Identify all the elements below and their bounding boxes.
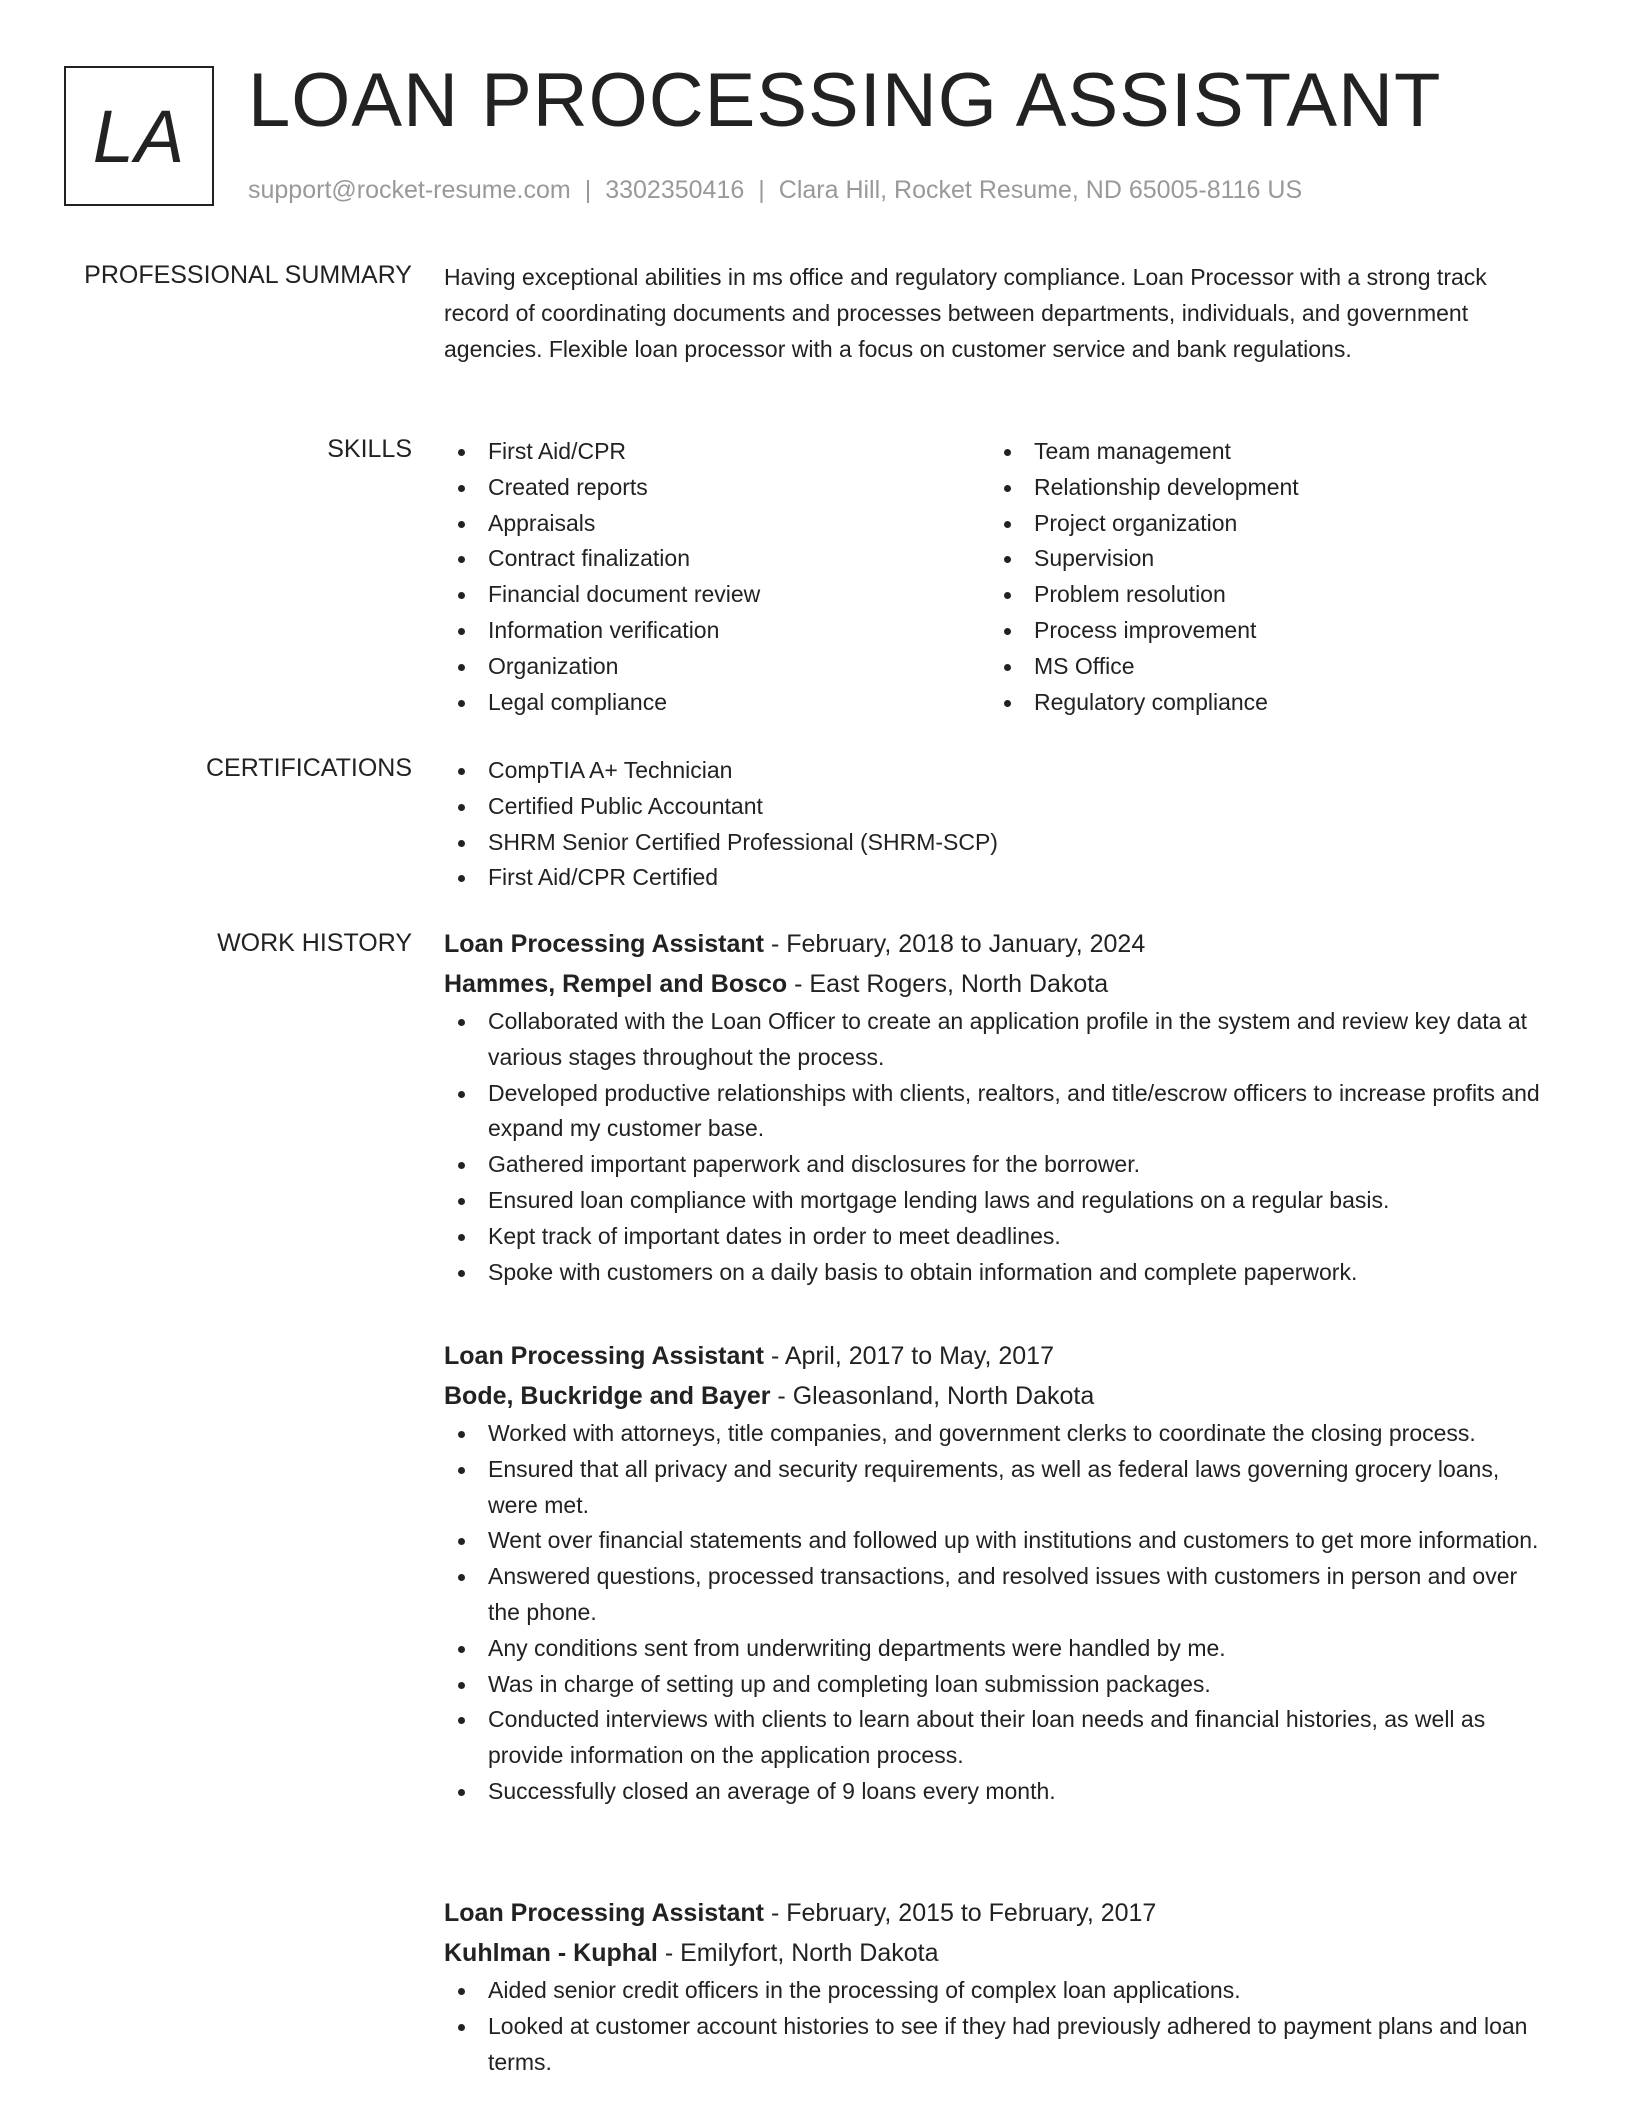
job-company-line — [444, 964, 1554, 1004]
job-title: Loan Processing Assistant — [444, 1899, 764, 1927]
job-title-line — [444, 1893, 1554, 1933]
job-bullet-list — [444, 1973, 1554, 2080]
skill-item: Regulatory compliance — [990, 685, 1536, 721]
skill-item: Financial document review — [444, 577, 990, 613]
skill-item: Project organization — [990, 506, 1536, 542]
job-location: - East Rogers, North Dakota — [787, 970, 1109, 998]
job-company-line — [444, 1376, 1554, 1416]
section-label-certifications: CERTIFICATIONS — [205, 754, 412, 782]
job-bullet: Successfully closed an average of 9 loans every month. — [444, 1774, 1554, 1810]
monogram-box — [64, 66, 214, 206]
job-company: Kuhlman - Kuphal — [444, 1939, 658, 1967]
skills-left-list — [444, 434, 990, 720]
job-bullet: Aided senior credit officers in the processing of complex loan applications. — [444, 1973, 1554, 2009]
job-bullet: Gathered important paperwork and disclosures for the borrower. — [444, 1147, 1554, 1183]
job-company: Bode, Buckridge and Bayer — [444, 1382, 771, 1410]
monogram-initials: LA — [92, 94, 186, 178]
job-company-line — [444, 1933, 1554, 1973]
job-bullet: Answered questions, processed transactions, and resolved issues with customers in person and over the phone. — [444, 1559, 1554, 1631]
skills-right-list — [990, 434, 1536, 720]
skill-item: Legal compliance — [444, 685, 990, 721]
job-dates: - April, 2017 to May, 2017 — [764, 1342, 1054, 1370]
job-bullet-list — [444, 1004, 1554, 1290]
job-bullet: Was in charge of setting up and completing loan submission packages. — [444, 1667, 1554, 1703]
contact-address: Clara Hill, Rocket Resume, ND 65005-8116 US — [778, 176, 1303, 204]
certifications-body — [444, 753, 1554, 896]
summary-text: Having exceptional abilities in ms office and regulatory compliance. Loan Processor with a strong track record of coordinating documents and processes between departments, individuals, and government agencies. Flexible loan processor with a focus on customer service and bank regulations. — [444, 264, 1487, 362]
summary-body — [444, 260, 1554, 367]
job-bullet: Kept track of important dates in order to meet deadlines. — [444, 1219, 1554, 1255]
job-entry — [444, 1893, 1554, 2080]
job-entry — [444, 924, 1554, 1290]
job-bullet: Developed productive relationships with clients, realtors, and title/escrow officers to increase profits and expand my customer base. — [444, 1076, 1554, 1148]
job-title: Loan Processing Assistant — [444, 1342, 764, 1370]
skill-item: Appraisals — [444, 506, 990, 542]
job-bullet: Ensured loan compliance with mortgage lending laws and regulations on a regular basis. — [444, 1183, 1554, 1219]
skill-item: Contract finalization — [444, 541, 990, 577]
job-entry — [444, 1336, 1554, 1810]
job-title-line — [444, 924, 1554, 964]
job-bullet: Collaborated with the Loan Officer to create an application profile in the system and review key data at various stages throughout the process. — [444, 1004, 1554, 1076]
skill-item: Organization — [444, 649, 990, 685]
contact-separator: | — [758, 176, 765, 204]
skill-item: Problem resolution — [990, 577, 1536, 613]
job-title: Loan Processing Assistant — [444, 930, 764, 958]
job-bullet: Went over financial statements and followed up with institutions and customers to get more information. — [444, 1523, 1554, 1559]
job-bullet: Worked with attorneys, title companies, and government clerks to coordinate the closing process. — [444, 1416, 1554, 1452]
job-location: - Gleasonland, North Dakota — [770, 1382, 1095, 1410]
contact-email: support@rocket-resume.com — [248, 176, 571, 204]
skill-item: Relationship development — [990, 470, 1536, 506]
skill-item: Supervision — [990, 541, 1536, 577]
job-bullet: Any conditions sent from underwriting departments were handled by me. — [444, 1631, 1554, 1667]
contact-phone: 3302350416 — [605, 176, 745, 204]
job-bullet: Looked at customer account histories to see if they had previously adhered to payment plans and loan terms. — [444, 2009, 1554, 2081]
skill-item: Team management — [990, 434, 1536, 470]
job-bullet: Spoke with customers on a daily basis to obtain information and complete paperwork. — [444, 1255, 1554, 1291]
certification-item: CompTIA A+ Technician — [444, 753, 1554, 789]
job-bullet-list — [444, 1416, 1554, 1810]
skill-item: First Aid/CPR — [444, 434, 990, 470]
certification-item: SHRM Senior Certified Professional (SHRM-SCP) — [444, 825, 1554, 861]
section-label-summary: PROFESSIONAL SUMMARY — [84, 261, 412, 289]
resume-title: LOAN PROCESSING ASSISTANT — [248, 58, 1442, 143]
job-company: Hammes, Rempel and Bosco — [444, 970, 788, 998]
job-location: - Emilyfort, North Dakota — [657, 1939, 939, 1967]
section-label-work-history: WORK HISTORY — [217, 929, 412, 957]
certification-item: First Aid/CPR Certified — [444, 860, 1554, 896]
skills-body — [444, 434, 1554, 720]
job-dates: - February, 2018 to January, 2024 — [764, 930, 1146, 958]
skill-item: Created reports — [444, 470, 990, 506]
job-dates: - February, 2015 to February, 2017 — [764, 1899, 1157, 1927]
skill-item: Process improvement — [990, 613, 1536, 649]
certifications-list — [444, 753, 1554, 896]
contact-separator: | — [584, 176, 592, 204]
contact-line — [248, 174, 1302, 206]
section-label-skills: SKILLS — [327, 435, 412, 463]
job-bullet: Conducted interviews with clients to learn about their loan needs and financial histories, as well as provide information on the application process. — [444, 1702, 1554, 1774]
job-title-line — [444, 1336, 1554, 1376]
certification-item: Certified Public Accountant — [444, 789, 1554, 825]
job-bullet: Ensured that all privacy and security requirements, as well as federal laws governing grocery loans, were met. — [444, 1452, 1554, 1524]
skill-item: Information verification — [444, 613, 990, 649]
skill-item: MS Office — [990, 649, 1536, 685]
